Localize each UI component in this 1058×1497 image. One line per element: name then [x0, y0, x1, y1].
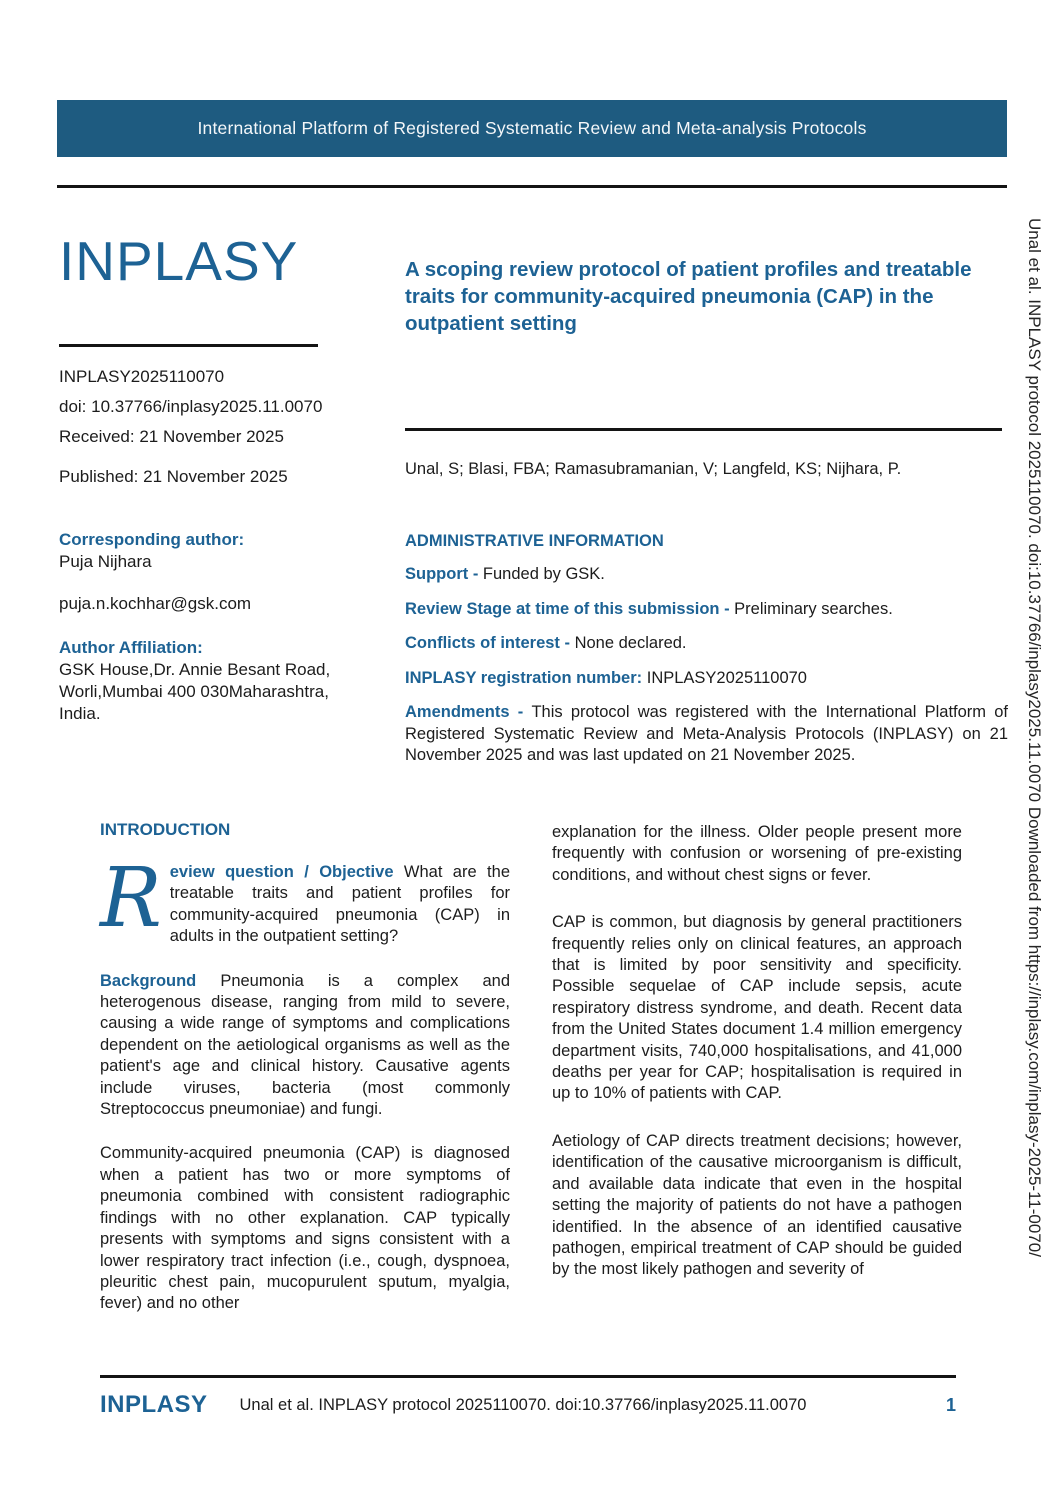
logo-divider: [59, 344, 318, 347]
masthead-info: [59, 362, 379, 492]
received-line: Received: 21 November 2025: [59, 426, 284, 446]
admin-item-conflicts: [405, 633, 1008, 655]
inplasy-logo: INPLASY: [59, 230, 299, 292]
page-number: 1: [945, 1394, 956, 1415]
admin-item-text: INPLASY2025110070: [646, 668, 807, 687]
admin-item-text: None declared.: [574, 634, 687, 652]
admin-item-label: Review Stage at time of this submission -: [405, 599, 735, 618]
admin-item-text: Preliminary searches.: [734, 599, 893, 618]
footer-logo: INPLASY: [100, 1391, 208, 1418]
admin-item-label: INPLASY registration number:: [405, 668, 647, 687]
background-paragraph: [100, 971, 510, 1121]
review-question-label: eview question / Objective: [169, 863, 394, 881]
banner-title: International Platform of Registered Systematic Review and Meta-analysis Protocols: [197, 118, 867, 138]
body-paragraph: Aetiology of CAP directs treatment decisions; however, identification of the causative microorganism is difficult, and available data indicate that even in the hospital setting the majority of patients do not have a pathogen identified. In the absence of an identified causative pathogen, empirical treatment of CAP should be guided by the most likely pathogen and severity of: [552, 1131, 962, 1279]
introduction-column-left: [100, 851, 510, 1315]
admin-item-label: Amendments -: [405, 703, 532, 721]
footer: [100, 1391, 956, 1419]
introduction-column-right: [552, 822, 962, 1281]
authors-divider: [405, 428, 1002, 431]
corresponding-author-heading: Corresponding author:: [59, 529, 245, 549]
admin-heading: ADMINISTRATIVE INFORMATION: [405, 532, 664, 550]
admin-item-registration-number: [405, 668, 1008, 690]
drop-cap: R: [100, 851, 162, 946]
doi-line: doi: 10.37766/inplasy2025.11.0070: [59, 396, 323, 416]
affiliation-heading: Author Affiliation:: [59, 637, 203, 657]
article-title: A scoping review protocol of patient profiles and treatable traits for community-acquired pneumonia (CAP) in the outpatient setting: [405, 258, 972, 335]
review-question-text: What are the treatable traits and patient profiles for community-acquired pneumonia (CAP) in adults in the outpatient setting?: [169, 863, 510, 946]
registration-id: INPLASY2025110070: [59, 366, 225, 386]
review-question-paragraph: [100, 851, 510, 948]
footer-citation: Unal et al. INPLASY protocol 2025110070. doi:10.37766/inplasy2025.11.0070: [239, 1395, 807, 1414]
admin-item-review-stage: [405, 599, 1008, 621]
body-paragraph: explanation for the illness. Older people present more frequently with confusion or worsening of pre-existing conditions, and without chest signs or fever.: [552, 823, 962, 884]
authors-line: Unal, S; Blasi, FBA; Ramasubramanian, V; Langfeld, KS; Nijhara, P.: [405, 460, 902, 478]
masthead-column: [59, 230, 379, 725]
affiliation-block: [59, 637, 379, 725]
admin-item-label: Conflicts of interest -: [405, 634, 575, 652]
header-banner: [57, 100, 1007, 157]
body-paragraph: CAP is common, but diagnosis by general practitioners frequently relies only on clinical features, an approach that is limited by poor sensitivity and specificity. Possible sequelae of CAP include sepsis, acute respiratory distress syndrome, and death. Recent data from the United States document 1.4 million emergency department visits, 740,000 hospitalisations, and 41,000 deaths per year for CAP; hospitalisation is required in up to 10% of patients with CAP.: [552, 913, 962, 1103]
admin-item-text: This protocol was registered with the International Platform of Registered Systematic Review and Meta-Analysis Protocols (INPLASY) on 21 November 2025 and was last updated on 21 November 2025.: [405, 703, 1008, 764]
published-line: Published: 21 November 2025: [59, 466, 288, 486]
background-label: Background: [100, 971, 197, 990]
footer-divider: [100, 1375, 956, 1378]
administrative-information: [405, 532, 1008, 767]
background-text: Pneumonia is a complex and heterogenous disease, ranging from mild to severe, causing a wide range of symptoms and complications dependent on the aetiological organisms as well as the patient's age and clinical history. Causative agents include viruses, bacteria (most commonly Streptococcus pneumoniae) and fungi.: [100, 971, 510, 1119]
introduction-heading: INTRODUCTION: [100, 820, 231, 839]
admin-item-support: [405, 564, 1008, 586]
body-paragraph: Community-acquired pneumonia (CAP) is diagnosed when a patient has two or more symptoms of pneumonia combined with consistent radiographic findings with no other explanation. CAP typically presents with symptoms and signs consistent with a lower respiratory tract infection (i.e., cough, dyspnoea, pleuritic chest pain, mucopurulent sputum, myalgia, fever) and no other: [100, 1144, 510, 1313]
admin-item-amendments: [405, 702, 1008, 767]
header-divider: [57, 185, 1007, 188]
corresponding-author-email: puja.n.kochhar@gsk.com: [59, 593, 252, 613]
admin-item-label: Support -: [405, 565, 483, 583]
admin-item-text: Funded by GSK.: [482, 565, 605, 583]
corresponding-author-name: Puja Nijhara: [59, 551, 152, 571]
vertical-citation-text: Unal et al. INPLASY protocol 2025110070. doi:10.37766/inplasy2025.11.0070 Downloaded from https://inplasy.com/inplasy-2025-11-0070/: [1025, 218, 1044, 1257]
corresponding-author-block: [59, 529, 379, 615]
affiliation-address: GSK House,Dr. Annie Besant Road, Worli,Mumbai 400 030Maharashtra, India.: [59, 659, 331, 723]
